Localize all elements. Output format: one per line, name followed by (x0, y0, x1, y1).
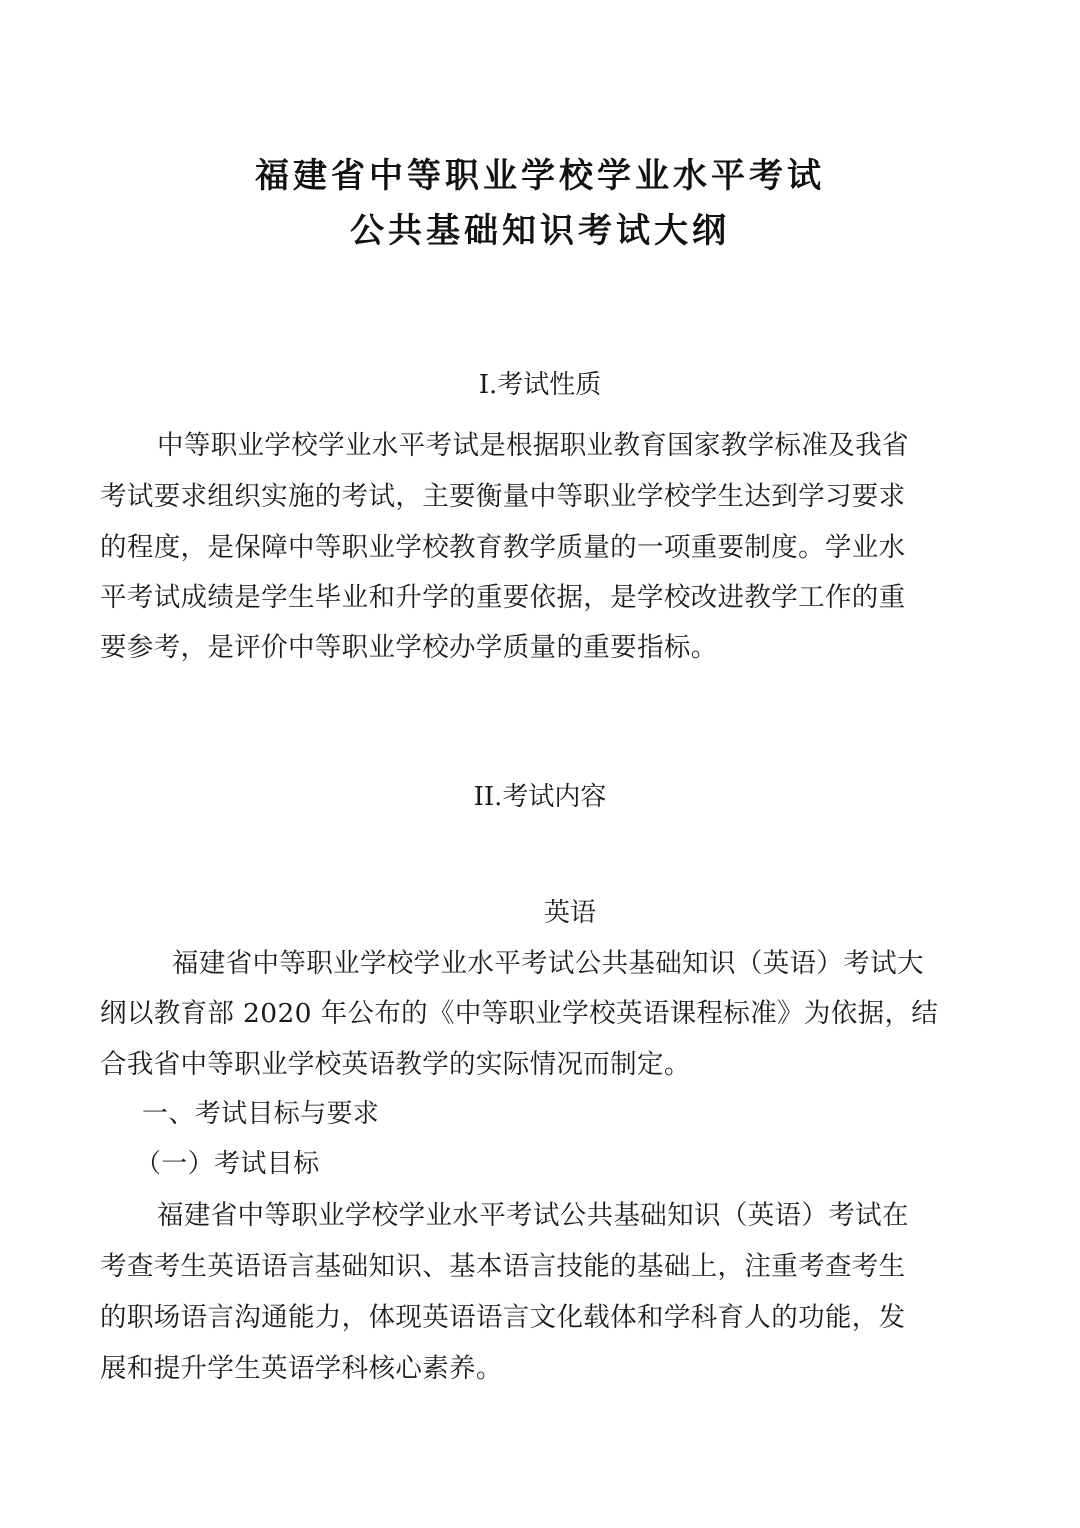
section-1-heading: I.考试性质 (478, 370, 602, 400)
paragraph-line: 纲以教育部 2020 年公布的《中等职业学校英语课程标准》为依据，结 (100, 998, 939, 1029)
document-title-line-1: 福建省中等职业学校学业水平考试 (255, 156, 825, 196)
paragraph-line: 平考试成绩是学生毕业和升学的重要依据，是学校改进教学工作的重 (100, 582, 906, 613)
paragraph-line: 中等职业学校学业水平考试是根据职业教育国家教学标准及我省 (157, 430, 909, 461)
part-1-sub-heading: （一）考试目标 (135, 1149, 320, 1179)
section-2-heading: II.考试内容 (473, 782, 607, 812)
paragraph-line: 合我省中等职业学校英语教学的实际情况而制定。 (100, 1049, 691, 1080)
paragraph-line: 的程度，是保障中等职业学校教育教学质量的一项重要制度。学业水 (100, 532, 906, 563)
document-title-line-2: 公共基础知识考试大纲 (350, 211, 730, 251)
paragraph-line: 要参考，是评价中等职业学校办学质量的重要指标。 (100, 632, 718, 663)
subject-heading: 英语 (543, 898, 596, 928)
paragraph-line: 展和提升学生英语学科核心素养。 (100, 1353, 503, 1384)
paragraph-line: 福建省中等职业学校学业水平考试公共基础知识（英语）考试在 (157, 1200, 909, 1231)
paragraph-line: 考试要求组织实施的考试，主要衡量中等职业学校学生达到学习要求 (100, 481, 906, 512)
paragraph-line: 福建省中等职业学校学业水平考试公共基础知识（英语）考试大 (172, 948, 924, 979)
paragraph-line: 考查考生英语语言基础知识、基本语言技能的基础上，注重考查考生 (100, 1251, 906, 1282)
paragraph-line: 的职场语言沟通能力，体现英语语言文化载体和学科育人的功能，发 (100, 1302, 906, 1333)
part-1-heading: 一、考试目标与要求 (142, 1099, 380, 1129)
